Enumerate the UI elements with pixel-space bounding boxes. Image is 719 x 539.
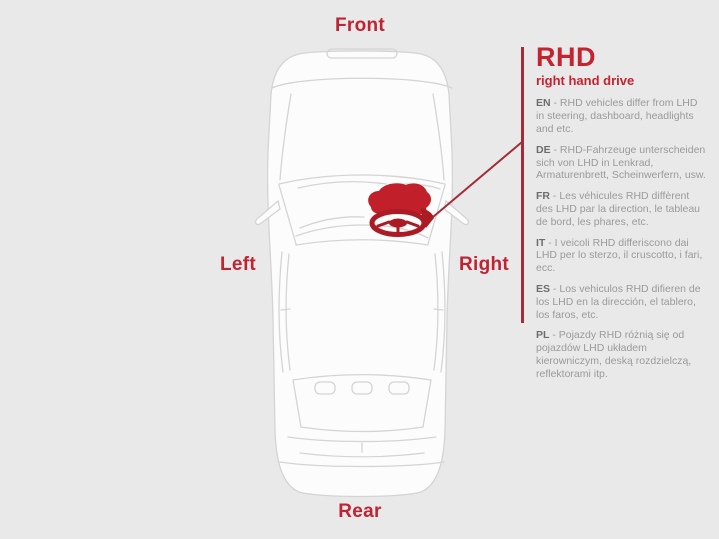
- language-text: - RHD vehicles differ from LHD in steering, dashboard, headlights and etc.: [536, 97, 698, 135]
- label-left: Left: [219, 254, 257, 275]
- language-entry-pl: [536, 329, 708, 380]
- language-code: IT: [536, 236, 546, 249]
- panel-title: RHD: [536, 42, 596, 72]
- label-rear: Rear: [338, 501, 382, 522]
- language-text: - RHD-Fahrzeuge unterscheiden sich von LHD in Lenkrad, Armaturenbrett, Scheinwerfern, usw.: [536, 143, 706, 182]
- panel-subtitle: right hand drive: [536, 73, 635, 89]
- label-front: Front: [334, 15, 386, 36]
- language-entry-fr: [536, 190, 708, 228]
- language-entry-es: [536, 283, 708, 321]
- language-code: EN: [536, 97, 551, 110]
- language-code: ES: [536, 282, 551, 295]
- label-right: Right: [458, 254, 510, 275]
- language-entry-de: [536, 144, 708, 182]
- language-text: - Pojazdy RHD różnią się od pojazdów LHD układem kierowniczym, deską rozdzielczą, reflektorami itp.: [536, 329, 692, 380]
- language-code: PL: [536, 329, 550, 342]
- language-entry-en: [536, 97, 708, 135]
- language-text: - Les véhicules RHD diffèrent des LHD par la direction, le tableau de bord, les phares, etc.: [536, 190, 701, 228]
- panel-accent-line: [521, 47, 524, 323]
- language-text: - I veicoli RHD differiscono dai LHD per lo sterzo, il cruscotto, i fari, ecc.: [536, 236, 703, 275]
- language-code: DE: [536, 143, 551, 156]
- rhd-info-panel: [536, 43, 708, 380]
- language-text: - Los vehiculos RHD difieren de los LHD en la dirección, el tablero, los faros, etc.: [536, 282, 701, 321]
- language-entry-it: [536, 237, 708, 275]
- language-code: FR: [536, 190, 550, 203]
